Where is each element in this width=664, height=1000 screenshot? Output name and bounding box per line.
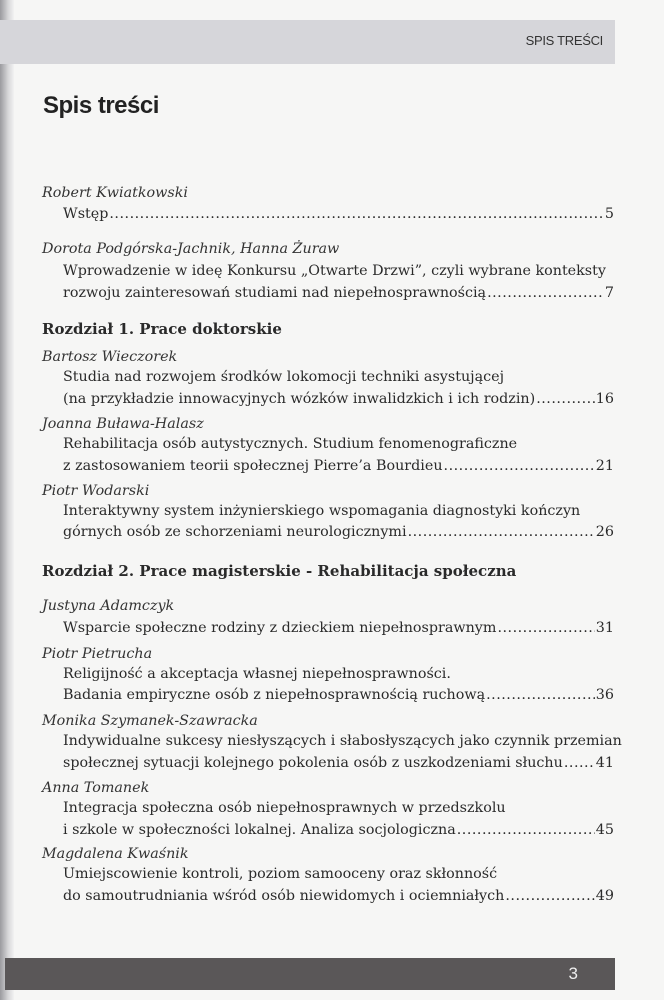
toc-page: 21 — [595, 458, 614, 474]
running-title: SPIS TREŚCI — [525, 33, 603, 48]
toc-entry[interactable] — [63, 686, 614, 704]
toc-title: Studia nad rozwojem środków lokomocji techniki asystującej — [63, 369, 505, 385]
dot-leader — [408, 523, 595, 541]
toc-title: Wprowadzenie w ideę Konkursu „Otwarte Drzwi”, czyli wybrane konteksty — [63, 263, 606, 279]
toc-author: Justyna Adamczyk — [42, 598, 175, 614]
toc-entry[interactable] — [63, 523, 614, 541]
toc-title: (na przykładzie innowacyjnych wózków inwalidzkich i ich rodzin) — [63, 391, 536, 407]
toc-entry[interactable] — [63, 619, 614, 637]
toc-page: 26 — [595, 524, 614, 540]
toc-title-line — [63, 502, 614, 520]
toc-title: do samoutrudniania wśród osób niewidomych i ociemniałych — [63, 888, 505, 904]
toc-title: Indywidualne sukcesy niesłyszących i słabosłyszących jako czynnik przemian — [63, 733, 622, 749]
toc-title: i szkole w społeczności lokalnej. Analiza socjologiczna — [63, 822, 456, 838]
toc-author: Bartosz Wieczorek — [42, 349, 178, 365]
toc-entry[interactable] — [63, 205, 614, 223]
toc-title-line — [63, 799, 614, 817]
toc-author: Monika Szymanek-Szawracka — [42, 713, 258, 729]
book-spine-shadow — [0, 0, 14, 1000]
running-header — [0, 20, 615, 64]
toc-title: Wsparcie społeczne rodziny z dzieckiem niepełnosprawnym — [63, 620, 497, 636]
toc-entry[interactable] — [63, 821, 614, 839]
toc-title-line — [63, 865, 614, 883]
toc-author: Dorota Podgórska-Jachnik, Hanna Żuraw — [42, 241, 340, 257]
toc-page: 41 — [595, 755, 614, 771]
toc-title: Integracja społeczna osób niepełnosprawnych w przedszkolu — [63, 800, 506, 816]
toc-author: Robert Kwiatkowski — [42, 185, 188, 201]
dot-leader — [457, 821, 595, 839]
toc-author: Piotr Pietrucha — [42, 646, 153, 662]
toc-page: 5 — [604, 206, 614, 222]
toc-author: Magdalena Kwaśnik — [42, 846, 189, 862]
dot-leader — [487, 284, 604, 302]
toc-page: 45 — [595, 822, 614, 838]
toc-title: Religijność a akceptacja własnej niepełnosprawności. — [63, 666, 451, 682]
toc-title: Badania empiryczne osób z niepełnosprawnością ruchową — [63, 687, 486, 703]
toc-title: Rehabilitacja osób autystycznych. Studium fenomenograficzne — [63, 436, 518, 452]
toc-title-line — [63, 435, 614, 453]
toc-author: Piotr Wodarski — [42, 483, 150, 499]
dot-leader — [109, 205, 604, 223]
toc-title: Umiejscowienie kontroli, poziom samooceny oraz skłonność — [63, 866, 498, 882]
toc-page: 7 — [604, 285, 614, 301]
dot-leader — [505, 887, 594, 905]
dot-leader — [564, 754, 595, 772]
toc-title-line — [63, 368, 614, 386]
toc-title-line — [63, 262, 614, 280]
dot-leader — [536, 390, 595, 408]
toc-title: rozwoju zainteresowań studiami nad niepełnosprawnością — [63, 285, 487, 301]
page-number: 3 — [568, 964, 578, 983]
toc-title: górnych osób ze schorzeniami neurologicznymi — [63, 524, 407, 540]
toc-entry[interactable] — [63, 887, 614, 905]
chapter-heading: Rozdział 1. Prace doktorskie — [42, 320, 282, 338]
toc-page: 36 — [595, 687, 614, 703]
chapter-heading: Rozdział 2. Prace magisterskie - Rehabilitacja społeczna — [42, 562, 517, 580]
toc-title: Interaktywny system inżynierskiego wspomagania diagnostyki kończyn — [63, 503, 581, 519]
toc-title: z zastosowaniem teorii społecznej Pierre’a Bourdieu — [63, 458, 443, 474]
toc-author: Anna Tomanek — [42, 780, 150, 796]
toc-page: 31 — [595, 620, 614, 636]
toc-author: Joanna Buława-Halasz — [42, 416, 204, 432]
toc-entry[interactable] — [63, 754, 614, 772]
toc-title: społecznej sytuacji kolejnego pokolenia osób z uszkodzeniami słuchu — [63, 755, 563, 771]
dot-leader — [444, 457, 595, 475]
page-footer — [5, 958, 615, 990]
toc-title: Wstęp — [63, 206, 109, 222]
toc-entry[interactable] — [63, 390, 614, 408]
toc-title-line — [63, 665, 614, 683]
toc-title-line — [63, 732, 620, 750]
toc-page: 16 — [595, 391, 614, 407]
toc-entry[interactable] — [63, 457, 614, 475]
dot-leader — [497, 619, 594, 637]
page-title: Spis treści — [43, 92, 159, 119]
dot-leader — [486, 686, 595, 704]
toc-page: 49 — [595, 888, 614, 904]
toc-entry[interactable] — [63, 284, 614, 302]
